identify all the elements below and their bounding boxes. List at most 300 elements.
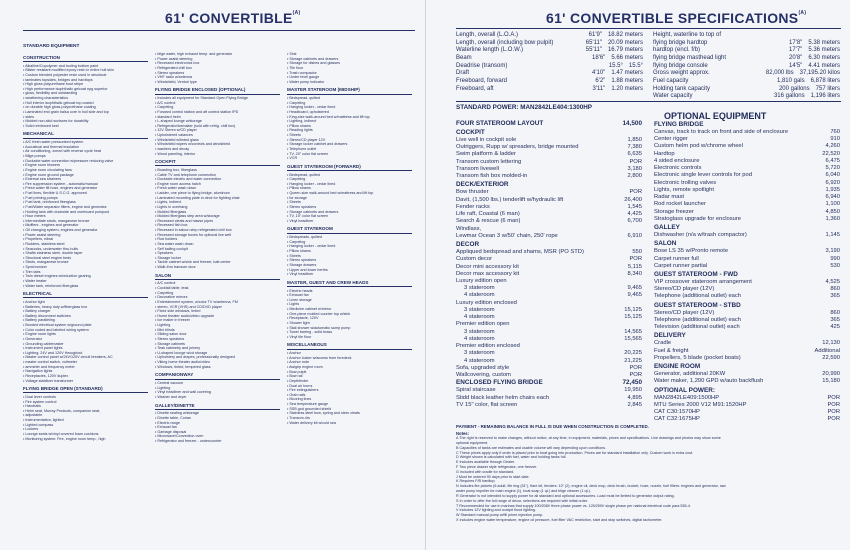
- equipment-item: • Bedspreads, quilted: [287, 235, 412, 240]
- equipment-item: • Lighting, 24V and 120V throughout: [23, 351, 148, 356]
- option-price: 15,125: [624, 314, 642, 321]
- equipment-item: • Laminated mounting plate in deck for fighting chair: [155, 196, 280, 201]
- option-price: POR: [629, 256, 642, 263]
- option-label: 3 stateroom: [464, 285, 495, 292]
- option-label: Stereo/CD player (12V): [654, 309, 715, 316]
- option-price: 6,040: [825, 172, 840, 179]
- equipment-item: • Lights in overhang: [155, 205, 280, 210]
- notes-section: [456, 424, 841, 523]
- option-label: CAT C30:1570HP: [654, 409, 700, 416]
- option-price: 21,225: [624, 357, 642, 364]
- spec-row: [456, 78, 643, 86]
- spec-value: [589, 32, 643, 40]
- equipment-item: • Fuel lines, flexible U.S.C.G. approved: [23, 191, 148, 196]
- option-price: 1,145: [825, 232, 840, 239]
- equipment-item: • Fuel tank, reinforced fiberglass: [23, 200, 148, 205]
- spec-imperial: 17'8": [789, 39, 803, 46]
- option-row: [456, 395, 642, 402]
- option-price: 22,590: [822, 354, 840, 361]
- equipment-item: • washers and decay: [155, 147, 280, 152]
- option-row: [654, 310, 840, 317]
- note-line: water pump impeller for main engine (1), boat soap (1 qt.) and bilge cleaner (1 qt.).: [456, 489, 591, 494]
- spec-row: [653, 93, 840, 101]
- option-label: 4 stateroom: [464, 357, 495, 364]
- option-label: 4 stateroom: [464, 335, 495, 342]
- equipment-item: • TV, 15" color flat screen: [287, 214, 412, 219]
- equipment-item: • Stall shower w/automatic sump pump: [287, 326, 412, 331]
- spec-value: [774, 93, 840, 101]
- option-label: Dishwasher (n/a w/trash compactor): [654, 232, 747, 239]
- equipment-item: • Anchor locker w/access from foredeck: [287, 356, 412, 361]
- equipment-item: • Carpeting: [155, 291, 280, 296]
- option-label: Cradle: [654, 340, 672, 347]
- option-row: [456, 249, 642, 256]
- equipment-item: • Stereo speakers: [155, 71, 280, 76]
- option-price: POR: [827, 394, 840, 401]
- option-row: [456, 329, 642, 336]
- option-label: Transom fish box molded-in: [456, 173, 528, 180]
- equipment-item: • Generator: [23, 337, 148, 342]
- option-category: GUEST STATEROOM - FWD: [654, 270, 738, 278]
- notes-heading: Notes:: [456, 430, 470, 436]
- option-price: 5,720: [825, 165, 840, 172]
- option-category: GALLEY: [654, 224, 680, 232]
- note-line: X Includes engine water temperature, engine oil pressure, fuel filter VAC restriction, start and stop switches, digital tachometer.: [456, 517, 663, 522]
- option-price: 1,545: [627, 203, 642, 210]
- equipment-item: • Sheets: [287, 254, 412, 259]
- equipment-item: • Dockside water connection w/pressure reducing valve: [23, 159, 148, 164]
- option-price: 1,850: [627, 137, 642, 143]
- section-heading: ELECTRICAL: [23, 291, 148, 298]
- spec-imperial: 4'10": [592, 70, 606, 77]
- power-rule: [456, 101, 841, 102]
- option-row: [456, 314, 642, 321]
- option-label: Stereo/CD player (12V): [654, 286, 715, 293]
- section-heading: COCKPIT: [155, 159, 280, 166]
- option-price: 6,475: [825, 157, 840, 164]
- spec-value: [595, 78, 643, 86]
- section-heading: MASTER, GUEST AND CREW HEADS: [287, 280, 412, 287]
- spec-row: [456, 47, 643, 55]
- equipment-item: • A/C control: [155, 281, 280, 286]
- option-category: OPTIONAL POWER:: [654, 386, 715, 394]
- option-row: [654, 143, 840, 150]
- option-price: 3,190: [825, 248, 840, 255]
- equipment-item: • Reading lights: [287, 128, 412, 133]
- option-row: [456, 166, 642, 173]
- option-price: 6,940: [825, 194, 840, 201]
- equipment-item: • Refrigerator/icemaker (sold with refrig. chill box): [155, 124, 280, 129]
- option-price: 3,180: [627, 165, 642, 172]
- equipment-item: • Headboard, upholstered: [287, 110, 412, 115]
- option-label: Fender racks: [456, 203, 490, 210]
- spec-imperial: 18'6": [592, 55, 606, 62]
- option-price: 15,180: [822, 378, 840, 385]
- option-label: Search & rescue (6 man): [456, 218, 521, 225]
- equipment-item: • Upholstered valances: [155, 133, 280, 138]
- equipment-item: • Ladder, one piece to flying bridge, aluminum: [155, 191, 280, 196]
- spec-value: [789, 55, 840, 63]
- note-line: T Recommended for use in marinas that supply 100/208V three phase power vs. 125/250V single phase per national electrical code para 555-4.: [456, 503, 691, 508]
- option-row: [654, 172, 840, 179]
- equipment-item: • Grab rails: [287, 393, 412, 398]
- option-price: POR: [827, 409, 840, 416]
- option-row: [654, 340, 840, 347]
- equipment-item: • Solid reinforced keel: [23, 124, 148, 129]
- option-label: 3 stateroom: [464, 328, 495, 335]
- equipment-item: • Sea water wash down: [155, 242, 280, 247]
- spec-row: [456, 40, 643, 48]
- equipment-item: • bilge water, high exhaust temp. and generator: [155, 52, 280, 57]
- option-row: [456, 321, 642, 328]
- optional-equipment-heading: OPTIONAL EQUIPMENT: [664, 111, 767, 121]
- section-heading: MECHANICAL: [23, 131, 148, 138]
- equipment-column: [287, 52, 412, 444]
- spec-metric: 1,196 liters: [810, 93, 840, 100]
- option-category: DECOR: [456, 241, 480, 249]
- option-label: Davit, (1,500 lbs.) tenderlift w/hydraulic lift: [456, 196, 564, 203]
- optional-equipment: [456, 120, 841, 424]
- equipment-item: • standard helm: [155, 115, 280, 120]
- equipment-item: • Recessed electronics box: [155, 61, 280, 66]
- equipment-item: • Voltage stabilizer transformer: [23, 379, 148, 384]
- option-row: [654, 279, 840, 286]
- option-price: 1,360: [825, 215, 840, 222]
- option-row: [456, 292, 642, 299]
- option-category: COCKPIT: [456, 129, 485, 136]
- spec-label: Draft: [456, 70, 470, 77]
- option-price: 15,565: [624, 335, 642, 342]
- equipment-item: • Boarding box, fiberglass: [155, 168, 280, 173]
- option-label: Transom livewell: [456, 165, 499, 172]
- spec-row: [456, 86, 643, 94]
- option-label: Lewmar Ocean 3 w/50' chain, 250' rope: [456, 232, 558, 239]
- equipment-item: • Dockside electric and water connection: [155, 177, 280, 182]
- equipment-item: • Blister resistant modified epoxy resin in entire hull skin: [23, 68, 148, 73]
- equipment-item: • Engine room ground package: [23, 173, 148, 178]
- spec-value: [779, 86, 840, 94]
- spec-row: [653, 86, 840, 94]
- equipment-item: • Battery paralleling: [23, 318, 148, 323]
- option-price: 26,400: [624, 196, 642, 203]
- equipment-item: • Receptacle, 120V: [287, 316, 412, 321]
- equipment-item: • Hull interior isophthalic gelcoat top coated: [23, 101, 148, 106]
- equipment-item: • Fire suppression system - automatic/manual: [23, 182, 148, 187]
- option-label: Lights, remote spotlight: [654, 186, 714, 193]
- equipment-item: • Holding tank with dockside and overboard pumpout: [23, 210, 148, 215]
- note-line: W Standard manual pump w/fill prime injection pump.: [456, 513, 544, 518]
- spec-value: [592, 86, 643, 94]
- equipment-item: • Sheets: [287, 133, 412, 138]
- spec-label: Freeboard, forward: [456, 78, 508, 85]
- spec-metric: 20.09 meters: [607, 39, 643, 46]
- option-price: 22,520: [822, 150, 840, 157]
- option-price: 12,130: [822, 340, 840, 347]
- spec-metric: 6,878 liters: [810, 78, 840, 85]
- option-label: Propellers, 5 blade (pocket boats): [654, 354, 741, 361]
- equipment-item: • Linen storage: [287, 298, 412, 303]
- option-label: TV 15" color, flat screen: [456, 401, 518, 408]
- spec-label: hardtop (encl. f/b): [653, 47, 701, 54]
- spec-label: Height, waterline to top of: [653, 32, 722, 38]
- equipment-item: • Molded non-skid surfaces for durability: [23, 119, 148, 124]
- option-row: [654, 232, 840, 239]
- equipment-item: • Master control panel w/24V/120V circuit breakers, AC: [23, 355, 148, 360]
- equipment-item: • Fresh water fill hose, engines and generator: [23, 186, 148, 191]
- option-row: [654, 286, 840, 293]
- equipment-item: • Windshield w/tinted glass: [155, 138, 280, 143]
- spec-label: Beam: [456, 55, 472, 62]
- option-row: [654, 409, 840, 416]
- standard-power: STANDARD POWER: MAN2842LE404:1300HP: [456, 104, 593, 111]
- option-row: [654, 187, 840, 194]
- option-section: [456, 379, 642, 387]
- equipment-item: • Dinette table, Corian: [155, 416, 280, 421]
- note-line: S In order to offer the full range of decor, selections are required with initial order.: [456, 498, 588, 503]
- option-row: [654, 136, 840, 143]
- equipment-item: • Anchor rode: [287, 360, 412, 365]
- option-label: 4 sided enclosure: [654, 157, 700, 164]
- equipment-item: • Exhaust fan: [287, 293, 412, 298]
- equipment-item: • Upholstery and drapes, professionally designed: [155, 355, 280, 360]
- option-price: 365: [830, 316, 840, 323]
- spec-row: [653, 63, 840, 71]
- spec-label: Holding tank capacity: [653, 85, 711, 92]
- section-heading: GUEST STATEROOM: [287, 226, 412, 233]
- note-line: optional equipment.: [456, 440, 489, 445]
- equipment-item: • Recessed storage boxes for optional live well: [155, 233, 280, 238]
- equipment-item: • Dinette seating w/storage: [155, 411, 280, 416]
- specs-title: 61' CONVERTIBLE $SPECIFICATIONS^{(A)}$: [546, 10, 807, 26]
- option-price: POR: [629, 189, 642, 196]
- equipment-item: • Sea temperature gauge: [287, 402, 412, 407]
- equipment-item: • Power assist steering: [23, 233, 148, 238]
- option-price: POR: [827, 416, 840, 423]
- equipment-item: • Speakers: [155, 251, 280, 256]
- equipment-item: • Lighting, indirect: [287, 119, 412, 124]
- equipment-item: • Water delivery kit w/cold sea: [287, 421, 412, 426]
- option-label: Center rigger: [654, 136, 688, 143]
- spec-value: [777, 78, 840, 86]
- spec-row: [456, 55, 643, 63]
- option-price: 550: [632, 249, 642, 256]
- option-price: 2,845: [627, 401, 642, 408]
- equipment-item: • Laminated end grain balsa core in hull side and top: [23, 110, 148, 115]
- equipment-item: • Receptacles, 120V duplex: [23, 374, 148, 379]
- equipment-item: • Pillow shams: [287, 124, 412, 129]
- option-row: [456, 278, 642, 285]
- option-label: 3 stateroom: [464, 350, 495, 357]
- option-price: 6,635: [627, 151, 642, 158]
- equipment-item: • Shower light: [287, 321, 412, 326]
- equipment-item: • Water pump indicator: [287, 80, 412, 85]
- equipment-item: • adjustable: [23, 413, 148, 418]
- option-label: Premier edition enclosed: [456, 343, 520, 350]
- option-label: Stratoglass upgrade for enclosure: [654, 215, 742, 222]
- equipment-item: • Recessed in saloon step refrigerated chill box: [155, 228, 280, 233]
- spec-label: Freeboard, aft: [456, 85, 494, 92]
- note-line: B Capacities of tanks are estimates and usable volume will vary depending upon conditions.: [456, 445, 607, 450]
- note-line: K Requires F/B hardtop.: [456, 479, 496, 484]
- option-category: GUEST STATEROOM - STBD: [654, 301, 741, 309]
- option-row: [456, 218, 642, 225]
- equipment-item: • Structural steel engine beds: [23, 256, 148, 261]
- option-price: 4,850: [825, 208, 840, 215]
- equipment-item: • Rudders, stainless steel: [23, 242, 148, 247]
- spec-label: Water capacity: [653, 93, 693, 100]
- spec-metric: 37,195.20 kilos: [799, 70, 840, 77]
- equipment-item: • Cocktail table, teak: [155, 286, 280, 291]
- equipment-item: • Stereo speakers: [287, 258, 412, 263]
- spec-metric: 5.36 meters: [808, 47, 840, 54]
- option-price: 72,450: [622, 379, 642, 387]
- option-price: POR: [629, 364, 642, 371]
- equipment-item: • Microwave/Convection oven: [155, 434, 280, 439]
- standard-equipment-columns: [23, 52, 413, 444]
- spec-row: [653, 55, 840, 63]
- equipment-item: • Trash compactor: [287, 71, 412, 76]
- section-heading: FLYING BRIDGE ENCLOSED (OPTIONAL): [155, 87, 280, 94]
- option-row: [654, 129, 840, 136]
- option-row: [654, 194, 840, 201]
- option-row: [654, 209, 840, 216]
- option-label: ENCLOSED FLYING BRIDGE: [456, 379, 543, 387]
- equipment-item: • Synchronizer: [23, 265, 148, 270]
- option-price: 4,895: [627, 394, 642, 401]
- option-row: [456, 343, 642, 350]
- option-label: Television (additional outlet) each: [654, 324, 740, 331]
- equipment-column: [23, 52, 148, 444]
- spec-value: [766, 70, 840, 78]
- equipment-item: • Under level gauge: [287, 75, 412, 80]
- option-label: Electronic controls: [654, 165, 702, 172]
- equipment-item: • Dual lever controls: [23, 395, 148, 400]
- spec-imperial: 316 gallons: [773, 93, 805, 100]
- equipment-item: • Struts, manganese bronze: [23, 260, 148, 265]
- option-price: 4,425: [627, 211, 642, 218]
- equipment-item: • 12V Stereo w/CD player: [155, 128, 280, 133]
- equipment-item: • stereo, VCR (VHS) and CD/DVD player: [155, 305, 280, 310]
- equipment-item: • VCR: [287, 156, 412, 161]
- equipment-item: • Engine room circulating fans: [23, 168, 148, 173]
- equipment-item: • Upper and lower berths: [287, 268, 412, 273]
- option-row: [654, 395, 840, 402]
- spec-value: [789, 40, 840, 48]
- note-line: E Includes available through Dealer.: [456, 460, 516, 465]
- option-row: [456, 271, 642, 278]
- equipment-item: • Viking home theater audio/video: [155, 360, 280, 365]
- equipment-item: • Instrumentation, lighted: [23, 418, 148, 423]
- option-price: POR: [629, 372, 642, 379]
- equipment-item: • Sliding salon door: [155, 332, 280, 337]
- option-price: 8,340: [627, 270, 642, 277]
- option-row: [654, 248, 840, 255]
- spec-metric: 757 liters: [815, 85, 840, 92]
- spec-value: [834, 32, 840, 40]
- spec-imperial: 15.5°: [608, 62, 623, 69]
- option-label: Stidd black leather helm chairs each: [456, 394, 550, 401]
- equipment-item: • Awlgrip engine room: [287, 365, 412, 370]
- spec-imperial: 1,810 gals: [776, 78, 805, 85]
- option-section: [456, 120, 642, 128]
- option-label: Custom decor: [456, 256, 493, 263]
- option-row: [456, 264, 642, 271]
- equipment-item: • External sea strainers: [23, 177, 148, 182]
- specs-rule: [456, 28, 841, 29]
- option-label: Carpet runner full: [654, 255, 699, 262]
- spec-value: [609, 63, 643, 71]
- option-label: Windlass,: [456, 225, 482, 232]
- option-label: Radar mast: [654, 194, 684, 201]
- option-price: 6,700: [627, 218, 642, 225]
- equipment-item: • Bedspread, quilted: [287, 96, 412, 101]
- option-price: 14,500: [622, 120, 642, 127]
- section-heading: FLYING BRIDGE OPEN (STANDARD): [23, 386, 148, 393]
- option-label: Luxury edition open: [456, 277, 507, 284]
- equipment-item: • master control switch, voltmeter: [23, 360, 148, 365]
- equipment-item: • A/C control: [155, 101, 280, 106]
- option-price: 1,100: [825, 201, 840, 208]
- equipment-item: • Tile floor: [287, 66, 412, 71]
- equipment-item: • High gloss polyurethane boot stripe: [23, 82, 148, 87]
- option-label: Premier edition open: [456, 321, 510, 328]
- note-line: R Generator is not intended to supply power for all standard and optional accessories. Load must be limited to generator output rating.: [456, 493, 675, 498]
- option-label: MAN2842LE409:1500HP: [654, 394, 720, 401]
- equipment-item: • Exhaust fan: [155, 425, 280, 430]
- equipment-item: • Depthfinder: [287, 379, 412, 384]
- equipment-item: • Carpeting: [287, 240, 412, 245]
- option-row: [456, 226, 642, 233]
- option-label: Swim platform & ladder: [456, 151, 516, 158]
- equipment-item: • on durable high gloss polyurethane coating: [23, 105, 148, 110]
- equipment-item: • Shafts stainless steel, double taper: [23, 251, 148, 256]
- equipment-item: • Decorative mirrors: [155, 295, 280, 300]
- equipment-item: • Sink: [287, 52, 412, 57]
- equipment-item: • Lighting: [155, 386, 280, 391]
- equipment-item: • Forward control station and aft control station IPD: [155, 110, 280, 115]
- option-row: [456, 300, 642, 307]
- note-line: V Includes 12V lighting and cockpit flood lighting.: [456, 508, 536, 513]
- option-price: 6,910: [627, 232, 642, 239]
- option-row: [456, 358, 642, 365]
- equipment-item: • Washer and dryer: [155, 395, 280, 400]
- equipment-item: • Vinyl headliner and wall covering: [155, 390, 280, 395]
- option-row: [654, 180, 840, 187]
- spec-row: [653, 78, 840, 86]
- equipment-item: • Storage locker: [155, 256, 280, 261]
- spec-row: [653, 47, 840, 55]
- equipment-item: • Hanging locker - cedar lined: [287, 182, 412, 187]
- spec-metric: 1.20 meters: [611, 85, 643, 92]
- equipment-item: • Batteries, heavy duty w/fiberglass box: [23, 305, 148, 310]
- option-price: 4,260: [825, 143, 840, 150]
- equipment-item: • Electric heads: [287, 289, 412, 294]
- option-row: [654, 165, 840, 172]
- equipment-item: • Carpeting: [155, 105, 280, 110]
- option-label: Fuel & freight: [654, 347, 689, 354]
- equipment-item: • Self bailing cockpit: [155, 247, 280, 252]
- spec-imperial: 6'2": [595, 78, 606, 85]
- option-row: [654, 293, 840, 300]
- option-label: Spiral staircase: [456, 387, 496, 394]
- option-row: [654, 158, 840, 165]
- equipment-item: • Stereo speakers: [155, 337, 280, 342]
- option-price: 860: [830, 309, 840, 316]
- equipment-item: • Includes all equipment for Standard Open Flying Bridge: [155, 96, 280, 101]
- optional-right-column: [654, 120, 840, 424]
- note-line: N Includes fire pickets (6 adult, life ring (51"), flare kit, fenders: 10" (2), engine oil, deck mop, deck brush, bucket, hose, nozzle, fuel filters: engines and generator, raw: [456, 484, 726, 489]
- equipment-item: • Storage cabinets and drawers: [287, 210, 412, 215]
